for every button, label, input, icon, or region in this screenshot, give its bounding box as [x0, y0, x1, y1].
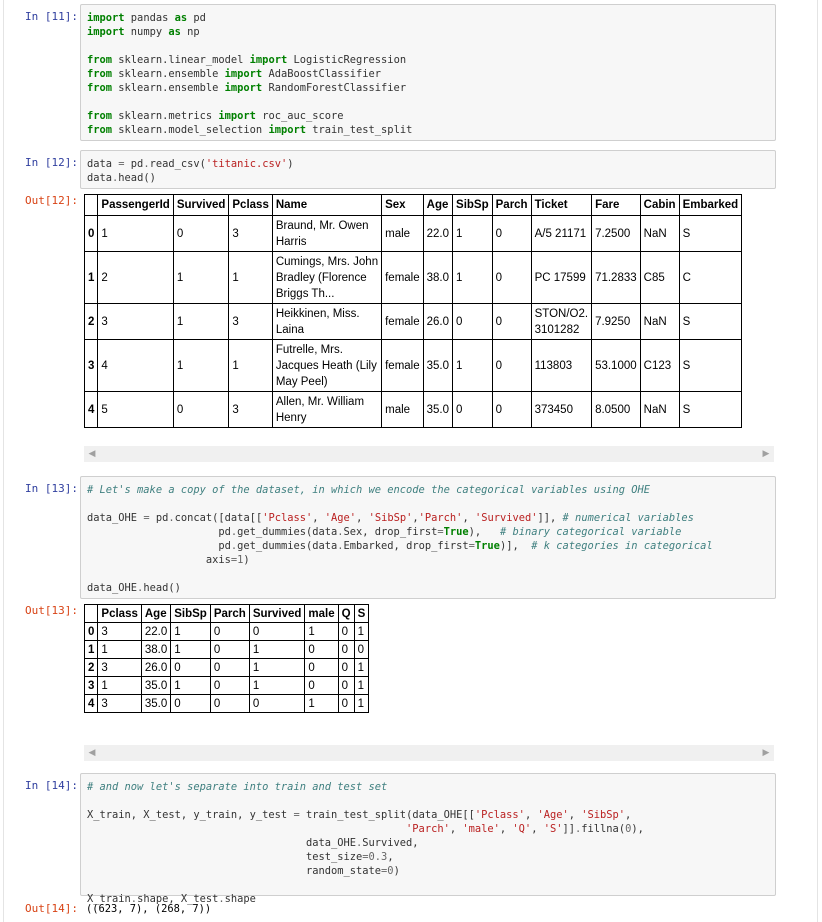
column-header: Cabin	[640, 195, 679, 216]
horizontal-scrollbar-12[interactable]	[84, 446, 774, 462]
table-cell: 22.0	[423, 216, 452, 252]
column-header: Sex	[382, 195, 424, 216]
code-token: ,	[449, 823, 463, 835]
table-cell: C85	[640, 252, 679, 304]
table-cell: 0	[305, 641, 338, 659]
table-cell: 1	[453, 252, 493, 304]
code-token: .	[130, 893, 138, 905]
table-row	[85, 641, 369, 659]
code-token: # numerical variables	[562, 512, 694, 524]
dataframe-titanic-head	[84, 194, 742, 428]
column-header	[85, 195, 98, 216]
code-token: from	[87, 110, 113, 122]
code-token: )	[393, 865, 400, 877]
table-cell: C	[679, 252, 742, 304]
table-cell: 1	[249, 659, 305, 677]
row-index: 2	[85, 659, 98, 677]
code-token: ),	[631, 823, 644, 835]
table-row	[85, 392, 742, 428]
code-token: train_test_split	[305, 124, 413, 136]
code-token: =	[437, 526, 444, 538]
table-cell: A/5 21171	[531, 216, 591, 252]
table-cell: 1	[229, 340, 272, 392]
code-token: pd	[124, 158, 144, 170]
table-cell: 7.2500	[592, 216, 641, 252]
code-token: =	[293, 809, 300, 821]
table-cell: 0	[171, 659, 211, 677]
code-token: head()	[143, 582, 181, 594]
table-cell: 0	[492, 304, 531, 340]
column-header: SibSp	[453, 195, 493, 216]
column-header: Survived	[173, 195, 229, 216]
code-token: from	[87, 124, 113, 136]
code-token: pd	[87, 526, 231, 538]
code-token: # binary categorical variable	[499, 526, 682, 538]
code-token: =	[362, 851, 369, 863]
code-editor-11[interactable]	[87, 11, 412, 137]
scroll-right-arrow-icon[interactable]: ▶	[762, 449, 770, 459]
code-token: ,	[531, 823, 544, 835]
code-token: ,	[499, 823, 513, 835]
table-header-row	[85, 605, 369, 623]
table-cell: 1	[354, 659, 369, 677]
horizontal-scrollbar-13[interactable]	[84, 745, 774, 761]
code-token: =	[468, 540, 475, 552]
code-token: concat([data[[	[174, 512, 263, 524]
code-token: data	[87, 158, 119, 170]
table-row	[85, 677, 369, 695]
code-token: 'SibSp'	[368, 512, 413, 524]
table-cell: 35.0	[141, 677, 170, 695]
code-token: 'Pclass'	[262, 512, 313, 524]
table-cell: 3	[229, 304, 272, 340]
table-cell: 1	[171, 641, 211, 659]
table-cell: 1	[173, 304, 229, 340]
table-cell: NaN	[640, 216, 679, 252]
table-cell: 0	[338, 641, 354, 659]
code-token: AdaBoostClassifier	[262, 68, 382, 80]
in-prompt-11: In [11]:	[25, 10, 78, 23]
code-token: import	[87, 26, 125, 38]
column-header: Age	[141, 605, 170, 623]
column-header: Name	[272, 195, 381, 216]
table-cell: Heikkinen, Miss. Laina	[272, 304, 381, 340]
table-cell: 0	[492, 216, 531, 252]
code-token: 0.3	[368, 851, 388, 863]
dataframe-ohe-head	[84, 604, 369, 713]
code-token: ,	[568, 809, 582, 821]
code-token: Sex, drop_first	[343, 526, 438, 538]
code-token: head()	[118, 172, 156, 184]
code-token: # and now let's separate into train and test set	[87, 781, 388, 793]
code-token: from	[87, 54, 113, 66]
table-cell: 0	[249, 623, 305, 641]
in-prompt-14: In [14]:	[25, 779, 78, 792]
table-cell: S	[679, 392, 742, 428]
table-cell: 1	[354, 677, 369, 695]
code-token: .	[230, 526, 238, 538]
column-header: Parch	[210, 605, 249, 623]
column-header	[85, 605, 98, 623]
code-token: 0	[625, 823, 632, 835]
row-index: 4	[85, 392, 98, 428]
table-cell: 0	[173, 392, 229, 428]
code-token: sklearn.model_selection	[112, 124, 269, 136]
scroll-left-arrow-icon[interactable]: ◀	[88, 449, 96, 459]
code-token: .	[112, 172, 119, 184]
code-token: ,	[312, 512, 325, 524]
column-header: Embarked	[679, 195, 742, 216]
table-cell: 0	[305, 659, 338, 677]
code-token: import	[268, 124, 306, 136]
table-cell: 1	[171, 623, 211, 641]
table-cell: 0	[173, 216, 229, 252]
row-index: 0	[85, 623, 98, 641]
code-token: )	[287, 158, 294, 170]
table-cell: 38.0	[141, 641, 170, 659]
code-token: 'Survived'	[474, 512, 538, 524]
code-token: pd	[149, 512, 169, 524]
code-token: import	[87, 12, 125, 24]
code-token: import	[218, 110, 256, 122]
code-editor-12[interactable]	[87, 157, 294, 185]
in-prompt-13: In [13]:	[25, 482, 78, 495]
code-token: data_OHE	[87, 837, 356, 849]
code-token: 'titanic.csv'	[205, 158, 288, 170]
code-token: 'Q'	[512, 823, 532, 835]
table-row	[85, 659, 369, 677]
code-token: from	[87, 82, 113, 94]
table-cell: male	[382, 392, 424, 428]
code-token: data	[87, 172, 113, 184]
code-token: .	[168, 512, 175, 524]
table-cell: 3	[98, 304, 173, 340]
code-token: import	[224, 82, 263, 94]
table-cell: 1	[249, 641, 305, 659]
scroll-left-arrow-icon[interactable]: ◀	[88, 748, 96, 758]
code-token: .	[575, 823, 582, 835]
code-cell-14[interactable]	[80, 773, 776, 905]
code-token: .	[137, 582, 144, 594]
out-prompt-13: Out[13]:	[25, 604, 78, 617]
out-prompt-14: Out[14]:	[25, 902, 78, 915]
table-cell: female	[382, 304, 424, 340]
column-header: Fare	[592, 195, 641, 216]
table-cell: 0	[492, 392, 531, 428]
code-token: import	[249, 54, 288, 66]
code-token: RandomForestClassifier	[262, 82, 407, 94]
table-cell: 1	[453, 216, 493, 252]
code-token: ),	[468, 526, 500, 538]
code-token: test_size	[87, 851, 363, 863]
table-row	[85, 216, 742, 252]
code-token: import	[224, 68, 263, 80]
code-token: )	[243, 554, 250, 566]
table-cell: S	[679, 216, 742, 252]
table-row	[85, 340, 742, 392]
column-header: Pclass	[98, 605, 141, 623]
row-index: 4	[85, 695, 98, 713]
code-token: sklearn.ensemble	[112, 82, 225, 94]
table-cell: STON/O2. 3101282	[531, 304, 591, 340]
table-cell: 1	[305, 695, 338, 713]
code-token: from	[87, 68, 113, 80]
code-token: as	[168, 26, 181, 38]
table-cell: Futrelle, Mrs. Jacques Heath (Lily May Peel)	[272, 340, 381, 392]
code-token: shape	[224, 893, 256, 905]
column-header: Q	[338, 605, 354, 623]
table-cell: 1	[173, 252, 229, 304]
output-text-14: ((623, 7), (268, 7))	[86, 903, 212, 915]
table-cell: S	[679, 304, 742, 340]
code-token: roc_auc_score	[255, 110, 344, 122]
code-token: X_train	[87, 893, 131, 905]
column-header: PassengerId	[98, 195, 173, 216]
code-token: Survived,	[362, 837, 419, 849]
code-token: # Let's make a copy of the dataset, in which we encode the categorical variables using OHE	[87, 484, 651, 496]
code-token: numpy	[124, 26, 169, 38]
code-token: 'male'	[462, 823, 500, 835]
code-token: =	[381, 865, 388, 877]
table-cell: 0	[492, 252, 531, 304]
code-token: ,	[462, 512, 475, 524]
table-cell: 1	[249, 677, 305, 695]
table-row	[85, 695, 369, 713]
table-cell: 7.9250	[592, 304, 641, 340]
code-token: 'Parch'	[406, 823, 450, 835]
table-cell: 3	[229, 392, 272, 428]
code-token: X_train, X_test, y_train, y_test	[87, 809, 294, 821]
code-token: .	[143, 158, 150, 170]
code-token: random_state	[87, 865, 382, 877]
code-editor-13[interactable]	[87, 483, 713, 595]
code-token: 'Age'	[537, 809, 569, 821]
table-cell: 3	[98, 659, 141, 677]
table-cell: 0	[210, 659, 249, 677]
code-token	[87, 823, 406, 835]
code-token: .	[337, 526, 344, 538]
table-cell: 3	[98, 623, 141, 641]
code-token: ,	[387, 851, 394, 863]
table-row	[85, 623, 369, 641]
code-token: ,	[356, 512, 369, 524]
code-cell-12[interactable]	[80, 150, 776, 189]
table-cell: 1	[229, 252, 272, 304]
table-cell: 0	[492, 340, 531, 392]
table-cell: female	[382, 252, 424, 304]
table-cell: 1	[354, 623, 369, 641]
code-cell-13[interactable]	[80, 476, 776, 599]
code-token: ,	[412, 512, 419, 524]
row-index: 2	[85, 304, 98, 340]
table-cell: 0	[453, 304, 493, 340]
table-cell: 0	[210, 623, 249, 641]
code-token: 1	[237, 554, 244, 566]
column-header: Survived	[249, 605, 305, 623]
table-cell: 22.0	[141, 623, 170, 641]
row-index: 3	[85, 677, 98, 695]
out-prompt-12: Out[12]:	[25, 194, 78, 207]
code-token: shape, X_test	[137, 893, 219, 905]
table-cell: C123	[640, 340, 679, 392]
code-token: .	[230, 540, 238, 552]
column-header: Parch	[492, 195, 531, 216]
code-token: =	[143, 512, 150, 524]
table-row	[85, 304, 742, 340]
table-cell: 0	[210, 695, 249, 713]
column-header: Pclass	[229, 195, 272, 216]
code-token: )],	[499, 540, 532, 552]
code-token: 'Age'	[324, 512, 357, 524]
code-token: LogisticRegression	[287, 54, 407, 66]
table-cell: 0	[249, 695, 305, 713]
table-cell: 1	[98, 677, 141, 695]
table-cell: 0	[305, 677, 338, 695]
table-cell: 1	[305, 623, 338, 641]
row-index: 0	[85, 216, 98, 252]
table-cell: 4	[98, 340, 173, 392]
column-header: male	[305, 605, 338, 623]
table-cell: 1	[354, 695, 369, 713]
code-token: train_test_split(data_OHE[[	[299, 809, 475, 821]
table-cell: Braund, Mr. Owen Harris	[272, 216, 381, 252]
table-cell: male	[382, 216, 424, 252]
code-token: get_dummies(data	[237, 526, 338, 538]
code-token: =	[230, 554, 238, 566]
table-cell: 1	[98, 641, 141, 659]
table-cell: PC 17599	[531, 252, 591, 304]
table-cell: 2	[98, 252, 173, 304]
code-editor-14[interactable]	[87, 780, 644, 906]
code-token: get_dummies(data	[237, 540, 338, 552]
table-cell: S	[679, 340, 742, 392]
table-cell: 35.0	[423, 392, 452, 428]
table-cell: 1	[171, 677, 211, 695]
code-cell-11[interactable]	[80, 4, 776, 141]
code-token: 'Parch'	[418, 512, 463, 524]
code-token: as	[174, 12, 188, 24]
code-token: pandas	[124, 12, 175, 24]
table-cell: NaN	[640, 304, 679, 340]
code-token: Embarked, drop_first	[343, 540, 469, 552]
code-token: 0	[387, 865, 394, 877]
column-header: Age	[423, 195, 452, 216]
code-token: sklearn.metrics	[112, 110, 219, 122]
code-token: 'SibSp'	[581, 809, 626, 821]
code-token: =	[118, 158, 125, 170]
table-cell: 1	[453, 340, 493, 392]
code-token: sklearn.ensemble	[112, 68, 225, 80]
table-row	[85, 252, 742, 304]
code-token: .	[356, 837, 363, 849]
column-header: S	[354, 605, 369, 623]
row-index: 1	[85, 252, 98, 304]
code-token: read_csv(	[149, 158, 206, 170]
code-token: .	[337, 540, 344, 552]
table-cell: 373450	[531, 392, 591, 428]
table-cell: 26.0	[423, 304, 452, 340]
column-header: SibSp	[171, 605, 211, 623]
code-token: sklearn.linear_model	[112, 54, 250, 66]
table-cell: 0	[338, 659, 354, 677]
table-cell: NaN	[640, 392, 679, 428]
code-token: ]],	[537, 512, 563, 524]
notebook	[3, 0, 818, 922]
code-token: 'S'	[543, 823, 563, 835]
code-token: ,	[524, 809, 538, 821]
table-cell: 0	[210, 641, 249, 659]
table-cell: 0	[338, 677, 354, 695]
code-token: .	[218, 893, 225, 905]
code-token: ]]	[562, 823, 576, 835]
table-cell: 1	[173, 340, 229, 392]
scroll-right-arrow-icon[interactable]: ▶	[762, 748, 770, 758]
table-cell: 113803	[531, 340, 591, 392]
table-cell: 0	[338, 623, 354, 641]
row-index: 3	[85, 340, 98, 392]
table-cell: Allen, Mr. William Henry	[272, 392, 381, 428]
table-cell: 0	[210, 677, 249, 695]
table-cell: female	[382, 340, 424, 392]
code-token: pd	[87, 540, 231, 552]
code-token: data_OHE	[87, 512, 144, 524]
table-cell: Cumings, Mrs. John Bradley (Florence Briggs Th...	[272, 252, 381, 304]
table-cell: 0	[453, 392, 493, 428]
table-cell: 26.0	[141, 659, 170, 677]
table-cell: 71.2833	[592, 252, 641, 304]
code-token: fillna(	[581, 823, 626, 835]
table-cell: 0	[354, 641, 369, 659]
table-cell: 0	[171, 695, 211, 713]
code-token: ,	[625, 809, 632, 821]
table-cell: 1	[98, 216, 173, 252]
table-cell: 5	[98, 392, 173, 428]
code-token: np	[180, 26, 200, 38]
code-token: # k categories in categorical	[531, 540, 713, 552]
table-cell: 3	[229, 216, 272, 252]
code-token: axis	[87, 554, 231, 566]
table-cell: 38.0	[423, 252, 452, 304]
table-cell: 53.1000	[592, 340, 641, 392]
table-cell: 3	[98, 695, 141, 713]
table-cell: 0	[338, 695, 354, 713]
table-cell: 35.0	[423, 340, 452, 392]
table-cell: 35.0	[141, 695, 170, 713]
code-token: 'Pclass'	[474, 809, 525, 821]
column-header: Ticket	[531, 195, 591, 216]
code-token: True	[443, 526, 469, 538]
table-header-row	[85, 195, 742, 216]
code-token: data_OHE	[87, 582, 138, 594]
code-token: True	[474, 540, 500, 552]
row-index: 1	[85, 641, 98, 659]
in-prompt-12: In [12]:	[25, 156, 78, 169]
table-cell: 8.0500	[592, 392, 641, 428]
code-token: pd	[187, 12, 206, 24]
